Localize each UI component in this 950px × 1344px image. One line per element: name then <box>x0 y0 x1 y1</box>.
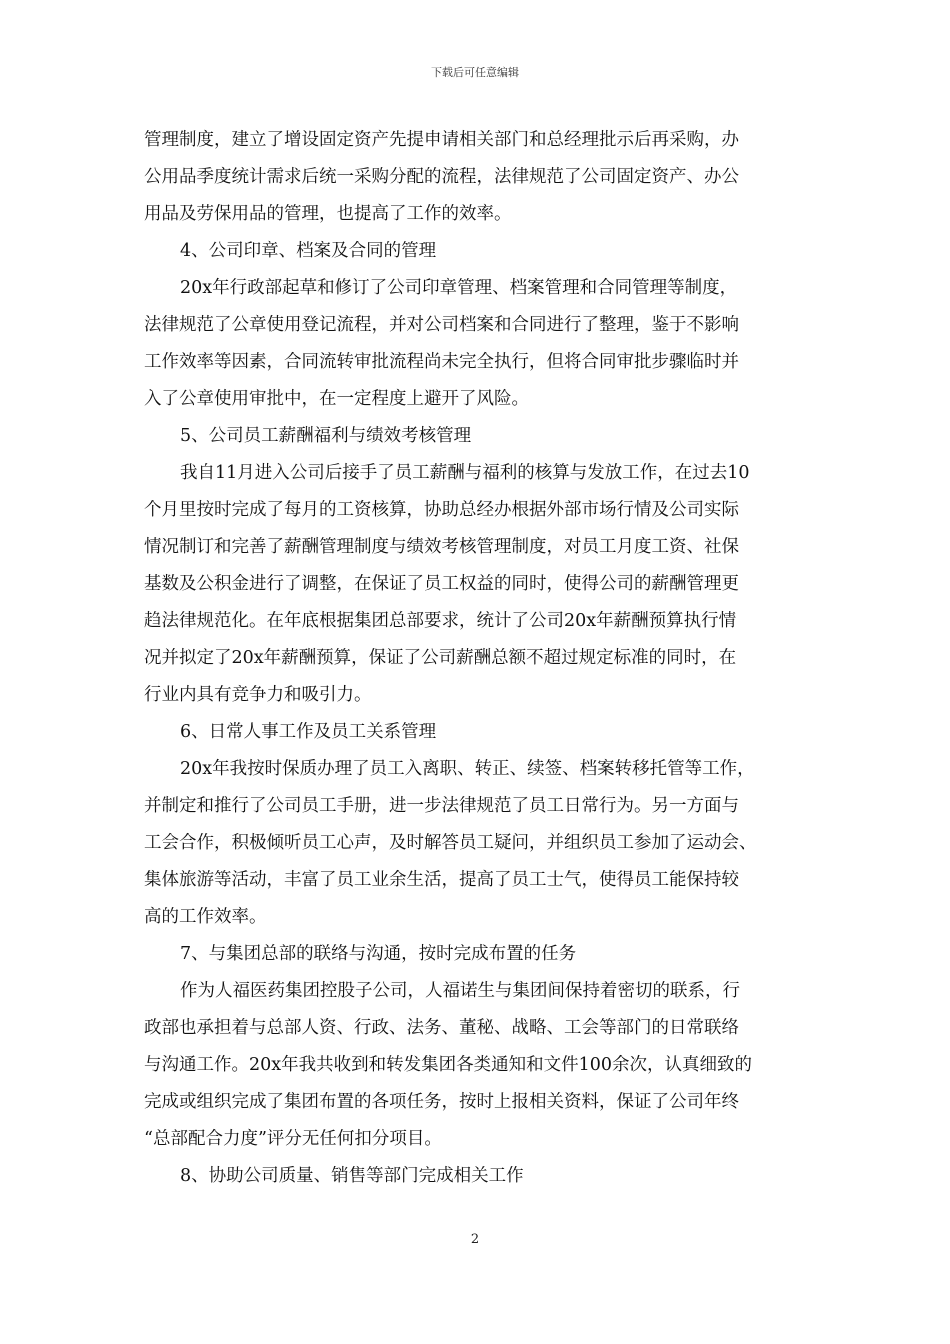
text-line: 法律规范了公章使用登记流程，并对公司档案和合同进行了整理，鉴于不影响 <box>144 315 739 335</box>
text-line: 20x年行政部起草和修订了公司印章管理、档案管理和合同管理等制度， <box>180 278 738 298</box>
text-line: 7、与集团总部的联络与沟通，按时完成布置的任务 <box>180 944 577 964</box>
text-line: 8、协助公司质量、销售等部门完成相关工作 <box>180 1166 524 1186</box>
text-line: 与沟通工作。20x年我共收到和转发集团各类通知和文件100余次，认真细致的 <box>144 1055 753 1075</box>
document-body <box>144 122 810 1195</box>
text-line: 集体旅游等活动，丰富了员工业余生活，提高了员工士气，使得员工能保持较 <box>144 870 739 890</box>
text-line: 公用品季度统计需求后统一采购分配的流程，法律规范了公司固定资产、办公 <box>144 167 739 187</box>
text-line: 工作效率等因素，合同流转审批流程尚未完全执行，但将合同审批步骤临时并 <box>144 352 739 372</box>
text-line: 基数及公积金进行了调整，在保证了员工权益的同时，使得公司的薪酬管理更 <box>144 574 739 594</box>
text-line: 情况制订和完善了薪酬管理制度与绩效考核管理制度，对员工月度工资、社保 <box>144 537 739 557</box>
text-line: 我自11月进入公司后接手了员工薪酬与福利的核算与发放工作，在过去10 <box>180 463 750 483</box>
text-line: 6、日常人事工作及员工关系管理 <box>180 722 437 742</box>
page-header: 下载后可任意编辑 <box>431 66 519 79</box>
text-line: 5、公司员工薪酬福利与绩效考核管理 <box>180 426 472 446</box>
text-line: 入了公章使用审批中，在一定程度上避开了风险。 <box>144 389 529 409</box>
text-line: 政部也承担着与总部人资、行政、法务、董秘、战略、工会等部门的日常联络 <box>144 1018 739 1038</box>
text-line: 并制定和推行了公司员工手册，进一步法律规范了员工日常行为。另一方面与 <box>144 796 739 816</box>
text-line: 4、公司印章、档案及合同的管理 <box>180 241 437 261</box>
page-number: 2 <box>470 1232 480 1247</box>
text-line: 高的工作效率。 <box>144 907 267 927</box>
text-line: 况并拟定了20x年薪酬预算，保证了公司薪酬总额不超过规定标准的同时，在 <box>144 648 737 668</box>
text-line: 行业内具有竞争力和吸引力。 <box>144 685 372 705</box>
text-line: 用品及劳保用品的管理，也提高了工作的效率。 <box>144 204 512 224</box>
text-line: 管理制度，建立了增设固定资产先提申请相关部门和总经理批示后再采购，办 <box>144 130 739 150</box>
text-line: 作为人福医药集团控股子公司，人福诺生与集团间保持着密切的联系，行 <box>180 981 740 1001</box>
text-line: “总部配合力度”评分无任何扣分项目。 <box>144 1129 442 1149</box>
text-line: 20x年我按时保质办理了员工入离职、转正、续签、档案转移托管等工作， <box>180 759 755 779</box>
text-line: 趋法律规范化。在年底根据集团总部要求，统计了公司20x年薪酬预算执行情 <box>144 611 737 631</box>
text-line: 个月里按时完成了每月的工资核算，协助总经办根据外部市场行情及公司实际 <box>144 500 739 520</box>
text-line: 完成或组织完成了集团布置的各项任务，按时上报相关资料，保证了公司年终 <box>144 1092 739 1112</box>
text-line: 工会合作，积极倾听员工心声，及时解答员工疑问，并组织员工参加了运动会、 <box>144 833 757 853</box>
